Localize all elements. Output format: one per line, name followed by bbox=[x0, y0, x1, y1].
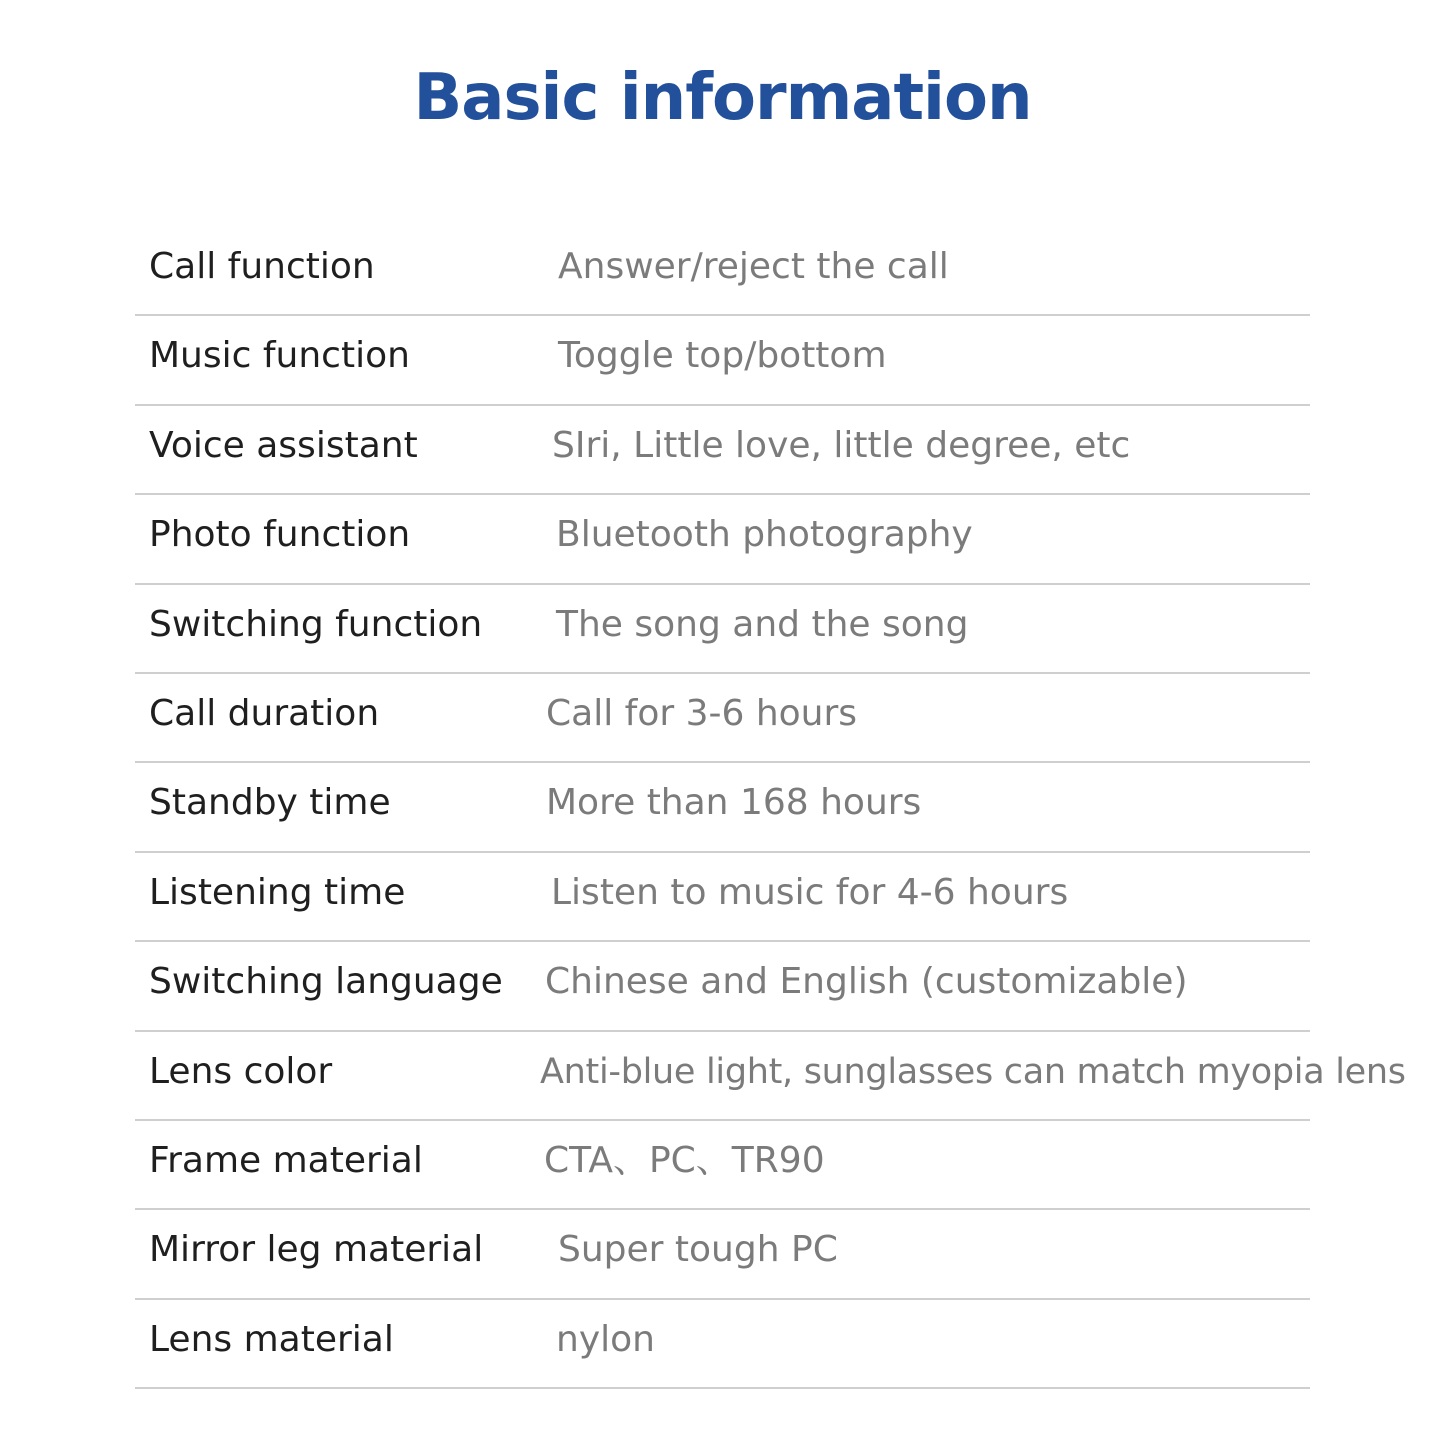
spec-value: Chinese and English (customizable) bbox=[545, 961, 1188, 1003]
spec-value: CTA、PC、TR90 bbox=[544, 1139, 825, 1181]
spec-row-frame-material bbox=[135, 1121, 1310, 1210]
spec-label: Lens material bbox=[149, 1318, 394, 1360]
spec-value: SIri, Little love, little degree, etc bbox=[552, 424, 1131, 466]
spec-label: Voice assistant bbox=[149, 424, 418, 466]
spec-value: Anti-blue light, sunglasses can match myopia lens bbox=[540, 1051, 1406, 1092]
spec-label: Switching language bbox=[149, 961, 503, 1003]
spec-value: Listen to music for 4-6 hours bbox=[551, 871, 1069, 913]
spec-row-mirror-leg-material bbox=[135, 1210, 1310, 1299]
spec-row-photo-function bbox=[135, 495, 1310, 584]
spec-value: The song and the song bbox=[556, 603, 969, 645]
spec-value: Toggle top/bottom bbox=[558, 335, 887, 377]
spec-label: Listening time bbox=[149, 871, 406, 913]
spec-value: Answer/reject the call bbox=[558, 246, 949, 287]
spec-row-call-duration bbox=[135, 674, 1310, 763]
page-title: Basic information bbox=[413, 61, 1032, 135]
spec-label: Lens color bbox=[149, 1050, 333, 1092]
spec-row-music-function bbox=[135, 316, 1310, 405]
spec-row-voice-assistant bbox=[135, 406, 1310, 495]
spec-label: Standby time bbox=[149, 782, 391, 824]
spec-value: Super tough PC bbox=[558, 1229, 838, 1271]
spec-value: Call for 3-6 hours bbox=[546, 692, 858, 734]
spec-row-switching-function bbox=[135, 585, 1310, 674]
spec-row-lens-material bbox=[135, 1300, 1310, 1389]
spec-label: Switching function bbox=[149, 603, 483, 645]
spec-label: Mirror leg material bbox=[149, 1229, 484, 1271]
spec-row-listening-time bbox=[135, 853, 1310, 942]
spec-label: Music function bbox=[149, 335, 410, 377]
spec-row-standby-time bbox=[135, 763, 1310, 852]
spec-value: More than 168 hours bbox=[546, 782, 922, 824]
spec-row-lens-color bbox=[135, 1032, 1406, 1121]
spec-value: nylon bbox=[556, 1318, 655, 1360]
spec-label: Call duration bbox=[149, 692, 380, 734]
spec-label: Photo function bbox=[149, 514, 411, 556]
spec-label: Frame material bbox=[149, 1139, 423, 1181]
spec-row-switching-language bbox=[135, 942, 1310, 1031]
spec-table bbox=[135, 227, 1406, 1389]
spec-value: Bluetooth photography bbox=[556, 514, 973, 556]
spec-row-call-function bbox=[135, 227, 1310, 316]
spec-label: Call function bbox=[149, 246, 375, 287]
